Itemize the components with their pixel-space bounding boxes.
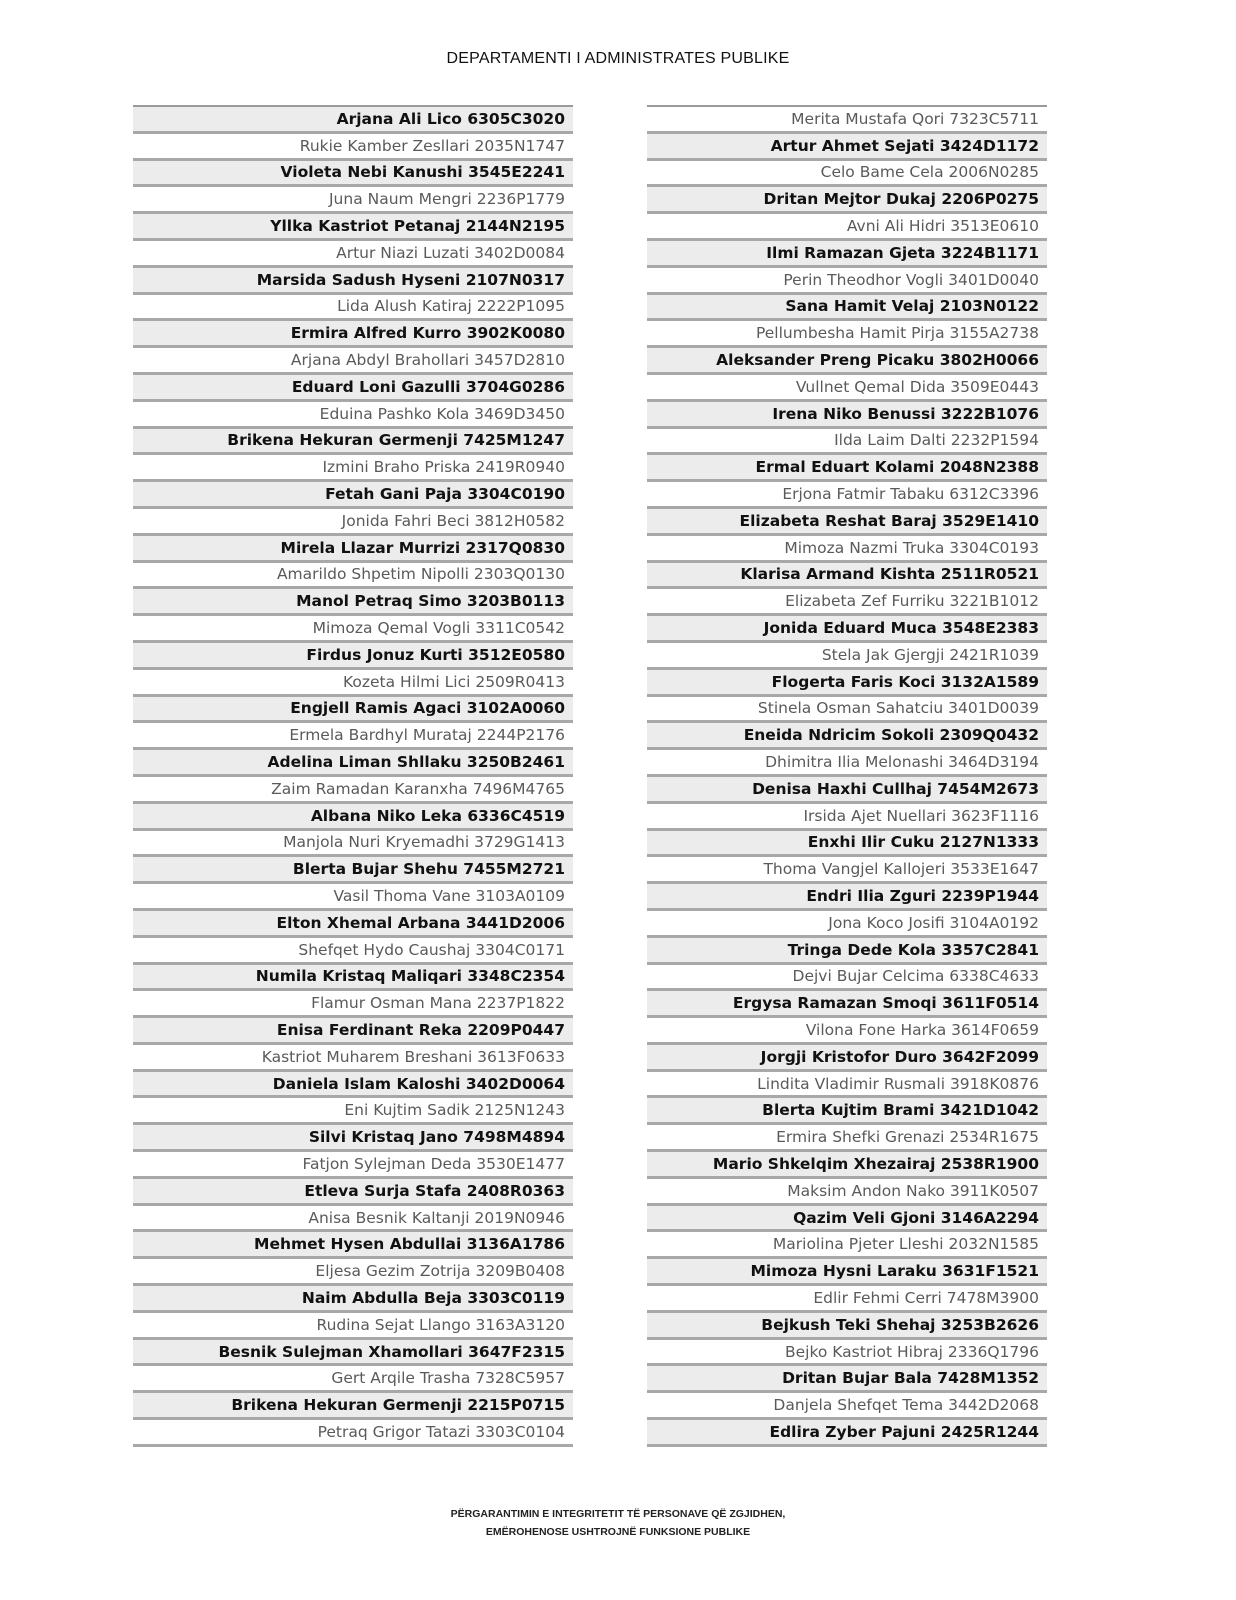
list-row [647,589,1047,616]
list-entry: Ilda Laim Dalti 2232P1594 [834,431,1039,450]
list-row [647,884,1047,911]
list-entry: Jorgji Kristofor Duro 3642F2099 [760,1047,1039,1066]
list-row [133,1393,573,1420]
list-entry: Stinela Osman Sahatciu 3401D0039 [757,699,1039,718]
list-entry: Mehmet Hysen Abdullai 3136A1786 [254,1235,565,1254]
list-entry: Arjana Abdyl Brahollari 3457D2810 [290,351,565,370]
list-entry: Etleva Surja Stafa 2408R0363 [304,1181,565,1200]
list-entry: Zaim Ramadan Karanxha 7496M4765 [271,779,565,798]
list-row [133,1259,573,1286]
list-row [647,107,1047,134]
list-entry: Celo Bame Cela 2006N0285 [820,163,1039,182]
list-row [133,1125,573,1152]
list-entry: Albana Niko Leka 6336C4519 [310,806,565,825]
list-entry: Perin Theodhor Vogli 3401D0040 [783,270,1039,289]
list-row [647,1152,1047,1179]
list-entry: Danjela Shefqet Tema 3442D2068 [773,1396,1039,1415]
list-entry: Endri Ilia Zguri 2239P1944 [806,887,1039,905]
list-entry: Brikena Hekuran Germenji 2215P0715 [231,1396,565,1415]
list-entry: Aleksander Preng Picaku 3802H0066 [716,351,1039,370]
list-row [133,670,573,697]
footer-line-1: PËRGARANTIMIN E INTEGRITETIT TË PERSONAVE QË ZGJIDHEN, [450,1508,786,1520]
list-row [133,321,573,348]
list-row [647,616,1047,643]
list-row [647,321,1047,348]
list-row [133,911,573,938]
list-entry: Dritan Mejtor Dukaj 2206P0275 [763,190,1039,209]
list-entry: Juna Naum Mengri 2236P1779 [328,190,565,209]
list-entry: Irena Niko Benussi 3222B1076 [772,404,1039,423]
list-row [133,563,573,590]
list-entry: Thoma Vangjel Kallojeri 3533E1647 [763,860,1039,879]
list-row [647,268,1047,295]
list-row [647,750,1047,777]
list-row [133,107,573,134]
list-row [647,536,1047,563]
list-entry: Blerta Kujtim Brami 3421D1042 [762,1101,1039,1120]
list-entry: Denisa Haxhi Cullhaj 7454M2673 [752,779,1039,798]
list-row [647,1286,1047,1313]
list-entry: Anisa Besnik Kaltanji 2019N0946 [308,1208,565,1227]
list-row [647,1125,1047,1152]
page-footer [0,1505,1236,1541]
list-entry: Manol Petraq Simo 3203B0113 [296,592,565,611]
list-row [133,268,573,295]
list-row [647,241,1047,268]
list-row [133,1206,573,1233]
list-entry: Marsida Sadush Hyseni 2107N0317 [256,270,565,289]
list-row [647,1313,1047,1340]
list-row [133,1232,573,1259]
list-entry: Elton Xhemal Arbana 3441D2006 [276,913,565,932]
list-entry: Amarildo Shpetim Nipolli 2303Q0130 [276,565,565,584]
list-entry: Mariolina Pjeter Lleshi 2032N1585 [772,1235,1039,1254]
list-row [133,857,573,884]
list-row [133,804,573,831]
list-entry: Enxhi Ilir Cuku 2127N1333 [807,833,1039,852]
list-entry: Fatjon Sylejman Deda 3530E1477 [302,1154,565,1173]
list-entry: Vullnet Qemal Dida 3509E0443 [795,377,1039,396]
list-row [133,375,573,402]
list-row [133,1286,573,1313]
list-row [647,670,1047,697]
list-row [133,241,573,268]
list-row [133,589,573,616]
list-row [647,1340,1047,1367]
list-entry: Bejko Kastriot Hibraj 2336Q1796 [784,1342,1039,1361]
list-row [647,1098,1047,1125]
list-row [647,1072,1047,1099]
list-row [133,884,573,911]
list-entry: Mirela Llazar Murrizi 2317Q0830 [280,538,565,557]
list-row [647,1232,1047,1259]
list-entry: Enisa Ferdinant Reka 2209P0447 [276,1020,565,1039]
list-entry: Dritan Bujar Bala 7428M1352 [782,1369,1039,1388]
list-row [133,643,573,670]
list-row [133,509,573,536]
list-row [647,214,1047,241]
list-entry: Flogerta Faris Koci 3132A1589 [771,672,1039,691]
list-row [647,402,1047,429]
list-row [133,161,573,188]
list-entry: Avni Ali Hidri 3513E0610 [846,217,1039,236]
list-entry: Ermira Shefki Grenazi 2534R1675 [776,1128,1039,1147]
list-entry: Fetah Gani Paja 3304C0190 [325,485,565,504]
page-title: DEPARTAMENTI I ADMINISTRATES PUBLIKE [446,50,790,67]
list-row [133,1018,573,1045]
list-row [133,402,573,429]
list-row [133,187,573,214]
list-entry: Qazim Veli Gjoni 3146A2294 [793,1208,1039,1227]
list-entry: Merita Mustafa Qori 7323C5711 [791,109,1039,128]
list-entry: Irsida Ajet Nuellari 3623F1116 [803,806,1039,825]
list-row [647,804,1047,831]
list-row [647,429,1047,456]
list-row [647,831,1047,858]
list-row [647,697,1047,724]
list-row [133,1045,573,1072]
list-entry: Gert Arqile Trasha 7328C5957 [331,1369,565,1388]
list-entry: Yllka Kastriot Petanaj 2144N2195 [270,217,565,236]
list-row [647,723,1047,750]
list-entry: Ermela Bardhyl Murataj 2244P2176 [289,726,565,745]
list-entry: Jona Koco Josifi 3104A0192 [828,913,1039,932]
list-entry: Vilona Fone Harka 3614F0659 [805,1020,1039,1039]
list-entry: Eljesa Gezim Zotrija 3209B0408 [315,1262,565,1281]
list-row [647,1259,1047,1286]
list-row [133,831,573,858]
list-row [133,295,573,322]
list-row [647,187,1047,214]
list-row [647,938,1047,965]
list-entry: Izmini Braho Priska 2419R0940 [322,458,565,477]
list-row [133,777,573,804]
list-row [133,1313,573,1340]
left-name-list [133,105,573,1447]
list-entry: Kozeta Hilmi Lici 2509R0413 [342,672,565,691]
list-row [133,1340,573,1367]
list-entry: Mario Shkelqim Xhezairaj 2538R1900 [712,1154,1039,1173]
list-entry: Manjola Nuri Kryemadhi 3729G1413 [283,833,565,852]
list-entry: Sana Hamit Velaj 2103N0122 [785,297,1039,316]
list-row [647,134,1047,161]
list-entry: Ermira Alfred Kurro 3902K0080 [290,324,565,343]
list-entry: Elizabeta Reshat Baraj 3529E1410 [739,511,1039,530]
list-entry: Eduard Loni Gazulli 3704G0286 [291,377,565,396]
list-row [647,295,1047,322]
list-entry: Eni Kujtim Sadik 2125N1243 [344,1101,565,1120]
list-entry: Ermal Eduart Kolami 2048N2388 [755,458,1039,477]
list-entry: Shefqet Hydo Caushaj 3304C0171 [298,940,565,959]
list-entry: Violeta Nebi Kanushi 3545E2241 [280,163,565,182]
footer-line-2: EMËROHENOSE USHTROJNË FUNKSIONE PUBLIKE [485,1526,751,1538]
list-entry: Klarisa Armand Kishta 2511R0521 [740,565,1039,584]
list-row [133,750,573,777]
list-row [647,1420,1047,1447]
list-entry: Mimoza Nazmi Truka 3304C0193 [784,538,1039,557]
list-entry: Dejvi Bujar Celcima 6338C4633 [792,967,1039,986]
list-entry: Eduina Pashko Kola 3469D3450 [319,404,565,423]
list-entry: Tringa Dede Kola 3357C2841 [787,940,1039,959]
list-entry: Bejkush Teki Shehaj 3253B2626 [761,1315,1039,1334]
list-row [133,429,573,456]
list-row [133,991,573,1018]
list-row [133,536,573,563]
list-row [647,1045,1047,1072]
list-entry: Edlira Zyber Pajuni 2425R1244 [769,1422,1039,1441]
list-row [647,161,1047,188]
list-entry: Dhimitra Ilia Melonashi 3464D3194 [765,753,1039,772]
list-row [133,214,573,241]
list-row [133,965,573,992]
list-entry: Silvi Kristaq Jano 7498M4894 [308,1128,565,1147]
list-entry: Edlir Fehmi Cerri 7478M3900 [813,1288,1039,1307]
list-row [647,348,1047,375]
list-entry: Flamur Osman Mana 2237P1822 [311,994,565,1013]
list-row [647,643,1047,670]
list-row [647,1018,1047,1045]
list-row [647,857,1047,884]
list-row [647,965,1047,992]
list-row [133,1366,573,1393]
list-row [133,455,573,482]
list-entry: Firdus Jonuz Kurti 3512E0580 [306,645,565,664]
list-row [133,1179,573,1206]
list-row [133,723,573,750]
list-row [133,1098,573,1125]
list-entry: Adelina Liman Shllaku 3250B2461 [267,753,565,772]
list-row [133,616,573,643]
list-entry: Numila Kristaq Maliqari 3348C2354 [255,967,565,986]
list-entry: Vasil Thoma Vane 3103A0109 [333,887,565,905]
list-row [133,482,573,509]
list-row [133,938,573,965]
list-row [647,482,1047,509]
list-entry: Jonida Fahri Beci 3812H0582 [341,511,565,530]
list-entry: Rudina Sejat Llango 3163A3120 [316,1315,565,1334]
list-entry: Lida Alush Katiraj 2222P1095 [337,297,565,316]
list-row [133,134,573,161]
list-entry: Maksim Andon Nako 3911K0507 [787,1181,1039,1200]
list-entry: Petraq Grigor Tatazi 3303C0104 [317,1422,565,1441]
list-entry: Besnik Sulejman Xhamollari 3647F2315 [218,1342,565,1361]
list-row [647,563,1047,590]
list-entry: Daniela Islam Kaloshi 3402D0064 [272,1074,565,1093]
list-entry: Arjana Ali Lico 6305C3020 [336,109,565,128]
list-row [647,991,1047,1018]
list-entry: Ergysa Ramazan Smoqi 3611F0514 [732,994,1039,1013]
list-entry: Eneida Ndricim Sokoli 2309Q0432 [743,726,1039,745]
list-entry: Ilmi Ramazan Gjeta 3224B1171 [766,243,1039,262]
list-entry: Kastriot Muharem Breshani 3613F0633 [261,1047,565,1066]
list-entry: Erjona Fatmir Tabaku 6312C3396 [782,485,1039,504]
list-entry: Mimoza Qemal Vogli 3311C0542 [312,619,565,638]
list-entry: Blerta Bujar Shehu 7455M2721 [292,860,565,879]
list-entry: Mimoza Hysni Laraku 3631F1521 [750,1262,1039,1281]
list-entry: Elizabeta Zef Furriku 3221B1012 [785,592,1039,611]
list-row [647,911,1047,938]
list-entry: Brikena Hekuran Germenji 7425M1247 [227,431,565,450]
right-name-list [647,105,1047,1447]
list-row [647,455,1047,482]
list-entry: Artur Ahmet Sejati 3424D1172 [770,136,1039,155]
list-entry: Engjell Ramis Agaci 3102A0060 [290,699,565,718]
list-row [647,1366,1047,1393]
list-row [647,1179,1047,1206]
list-row [647,509,1047,536]
list-row [133,348,573,375]
list-entry: Stela Jak Gjergji 2421R1039 [821,645,1039,664]
list-entry: Lindita Vladimir Rusmali 3918K0876 [757,1074,1039,1093]
list-row [647,375,1047,402]
list-row [133,697,573,724]
list-entry: Pellumbesha Hamit Pirja 3155A2738 [755,324,1039,343]
list-entry: Rukie Kamber Zesllari 2035N1747 [299,136,565,155]
list-row [647,777,1047,804]
list-row [647,1393,1047,1420]
list-row [133,1072,573,1099]
list-row [133,1152,573,1179]
list-row [133,1420,573,1447]
list-entry: Artur Niazi Luzati 3402D0084 [336,243,565,262]
list-entry: Naim Abdulla Beja 3303C0119 [301,1288,565,1307]
list-row [647,1206,1047,1233]
list-entry: Jonida Eduard Muca 3548E2383 [763,619,1039,638]
